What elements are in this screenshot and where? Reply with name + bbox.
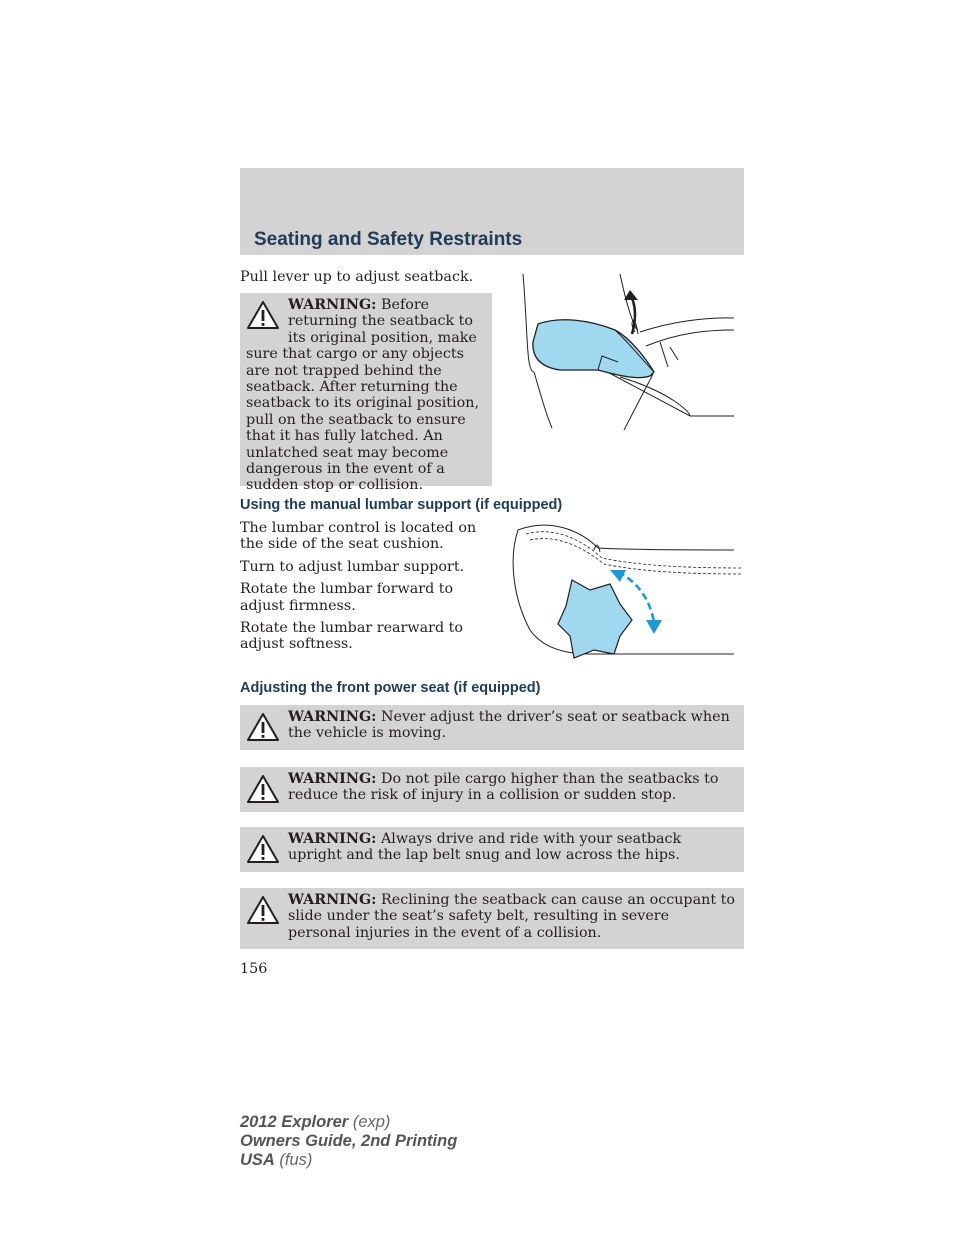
warning-text: Do not pile cargo higher than the seatbacks to reduce the risk of injury in a collision or sudden stop.: [288, 771, 719, 804]
warning-label: WARNING:: [288, 892, 377, 908]
lumbar-knob-illustration: [510, 520, 746, 660]
page-number: 156: [240, 961, 268, 977]
warning-text: Never adjust the driver’s seat or seatback when the vehicle is moving.: [288, 709, 730, 742]
lumbar-rearward-text: Rotate the lumbar rearward to adjust softness.: [240, 620, 464, 653]
footer-model-code: (exp): [348, 1113, 391, 1131]
warning-box-seatback: [240, 293, 492, 494]
warning-text: Reclining the seatback can cause an occupant to slide under the seat’s safety belt, resulting in severe personal injuries in the event of a collision.: [288, 892, 735, 941]
section-header: [240, 168, 744, 255]
warning-label: WARNING:: [288, 709, 377, 725]
warning-triangle-icon: [246, 833, 280, 865]
warning-triangle-icon: [246, 894, 280, 926]
lumbar-location-text: The lumbar control is located on the side of the seat cushion.: [240, 520, 477, 553]
warning-text: Before returning the seatback to its original position, make sure that cargo or any objects are not trapped behind the seatback. After returning the seatback to its original position, pull on the seatback to ensure that it has fully latched. An unlatched seat may become dangerous in the event of a sudden stop or collision.: [246, 297, 479, 494]
warning-box-cargo: [240, 767, 744, 812]
warning-triangle-icon: [246, 299, 280, 331]
lumbar-forward-text: Rotate the lumbar forward to adjust firmness.: [240, 581, 454, 614]
section-title: Seating and Safety Restraints: [254, 229, 523, 250]
warning-triangle-icon: [246, 773, 280, 805]
footer-line-model: [240, 1113, 457, 1132]
seatback-lever-illustration: [520, 272, 736, 434]
power-seat-heading: Adjusting the front power seat (if equipped): [240, 680, 541, 696]
footer-edition-info: [240, 1113, 457, 1170]
footer-region: USA: [240, 1151, 275, 1169]
lumbar-instructions: [240, 520, 495, 653]
footer-model: 2012 Explorer: [240, 1113, 349, 1131]
warning-label: WARNING:: [288, 771, 377, 787]
warning-box-driver-seat: [240, 705, 744, 750]
warning-triangle-icon: [246, 711, 280, 743]
footer-region-code: (fus): [274, 1151, 313, 1169]
footer-printing: Owners Guide, 2nd Printing: [240, 1132, 458, 1150]
warning-box-upright: [240, 827, 744, 872]
warning-label: WARNING:: [288, 297, 377, 313]
warning-text: Always drive and ride with your seatback upright and the lap belt snug and low across the hips.: [288, 831, 682, 864]
warning-label: WARNING:: [288, 831, 377, 847]
footer-line-region: [240, 1151, 457, 1170]
lumbar-turn-text: Turn to adjust lumbar support.: [240, 558, 465, 575]
lumbar-heading: Using the manual lumbar support (if equipped): [240, 497, 563, 513]
seatback-intro: Pull lever up to adjust seatback.: [240, 269, 474, 285]
warning-box-reclining: [240, 888, 744, 949]
